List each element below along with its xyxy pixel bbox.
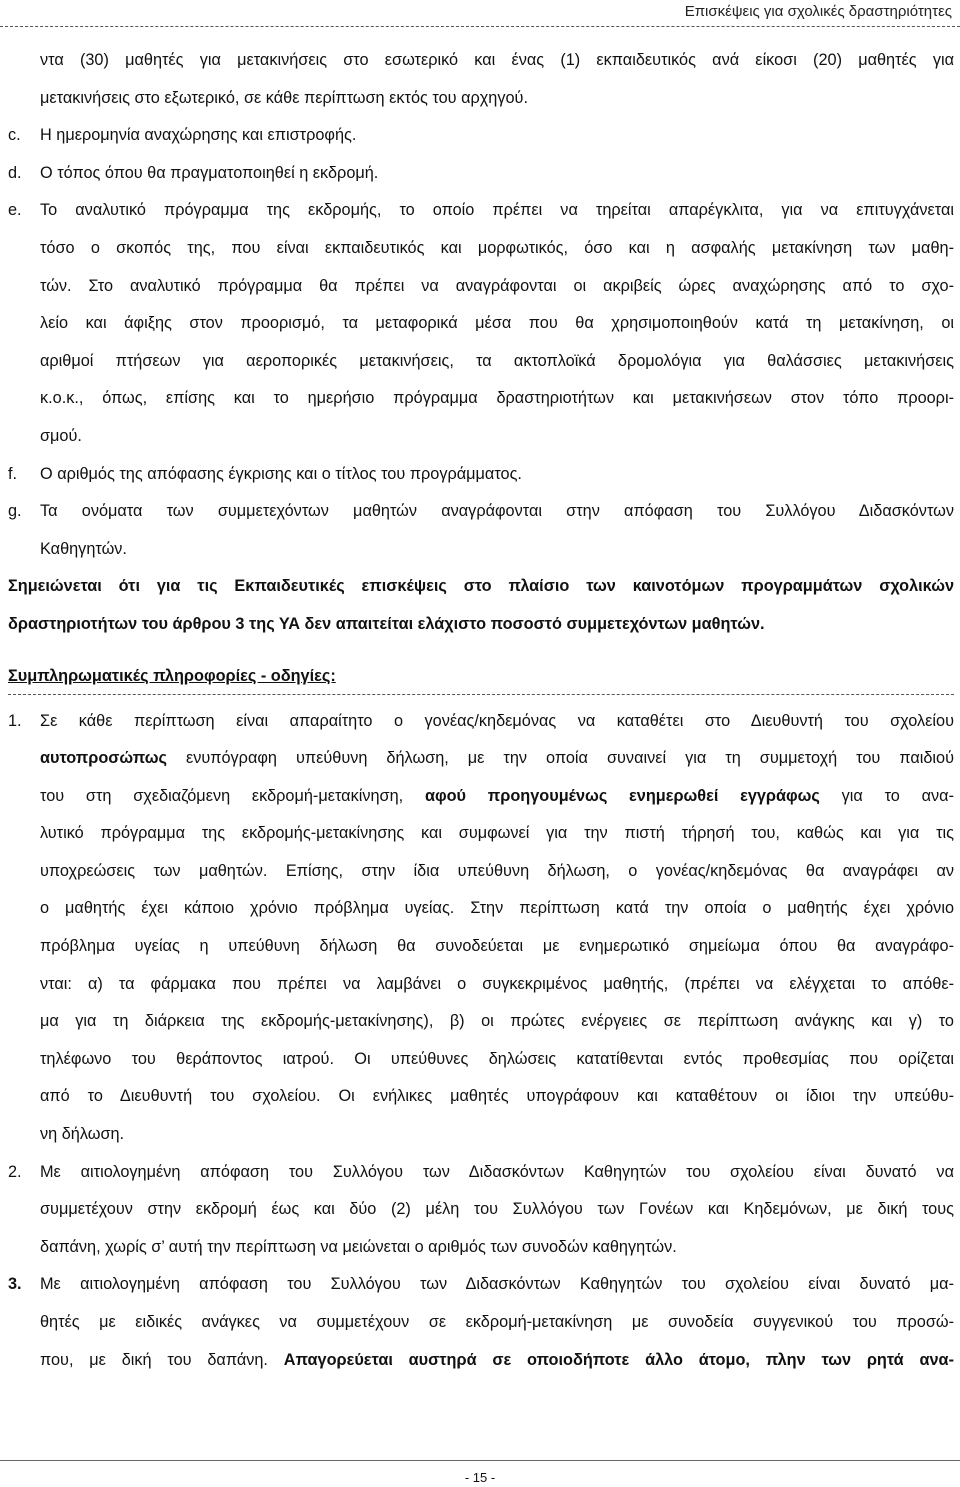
list-marker: 1. bbox=[8, 711, 22, 730]
section-heading: Συμπληρωματικές πληροφορίες - οδηγίες: bbox=[8, 666, 336, 685]
numbered-item-3 bbox=[8, 1266, 954, 1379]
paragraph-line: συμμετέχουν στην εκδρομή έως και δύο (2) μέλη του Συλλόγου των Γονέων και Κηδεμόνων, με δική τους bbox=[40, 1200, 954, 1219]
page-content bbox=[8, 42, 954, 1379]
paragraph-line: τηλέφωνο του θεράποντος ιατρού. Οι υπεύθυνες δηλώσεις κατατίθενται εντός προθεσμίας που ορίζεται bbox=[40, 1049, 954, 1068]
paragraph-line: αριθμοί πτήσεων για αεροπορικές μετακινήσεις, τα ακτοπλοϊκά δρομολόγια για θαλάσσιες μετακινήσεις bbox=[40, 351, 954, 370]
note-line: δραστηριοτήτων του άρθρου 3 της ΥΑ δεν απαιτείται ελάχιστο ποσοστό συμμετεχόντων μαθητών. bbox=[8, 614, 765, 633]
intro-line: μετακινήσεις στο εξωτερικό, σε κάθε περίπτωση εκτός του αρχηγού. bbox=[40, 88, 528, 107]
list-item-c bbox=[8, 117, 954, 155]
paragraph-line bbox=[40, 1342, 954, 1380]
page-header bbox=[0, 0, 960, 27]
intro-line: ντα (30) μαθητές για μετακινήσεις στο εσωτερικό και ένας (1) εκπαιδευτικός ανά είκοσι (20) μαθητές για bbox=[40, 51, 954, 69]
list-marker: 2. bbox=[8, 1162, 22, 1181]
paragraph-line: μα για τη διάρκεια της εκδρομής-μετακίνησης), β) οι πρώτες ενέργειες σε περίπτωση ανάγκης και γ) το bbox=[40, 1012, 954, 1031]
paragraph-line: λείο και άφιξης στον προορισμό, τα μεταφορικά μέσα που θα χρησιμοποιηθούν κατά τη μετακίνηση, οι bbox=[40, 314, 954, 333]
paragraph-line: πρόβλημα υγείας η υπεύθυνη δήλωση θα συνοδεύεται με ενημερωτικό σημείωμα όπου θα αναγράφο- bbox=[40, 937, 954, 956]
text-segment: που, με δική του δαπάνη. bbox=[40, 1350, 284, 1369]
paragraph-line: δαπάνη, χωρίς σ’ αυτή την περίπτωση να μειώνεται ο αριθμός των συνοδών καθηγητών. bbox=[40, 1237, 677, 1256]
text-segment: ενυπόγραφη υπεύθυνη δήλωση, με την οποία συναινεί για τη συμμετοχή του παιδιού bbox=[166, 749, 954, 768]
paragraph-line: Με αιτιολογημένη απόφαση του Συλλόγου των Διδασκόντων Καθηγητών του σχολείου είναι δυνατό μα- bbox=[40, 1275, 954, 1294]
paragraph-line: σμού. bbox=[40, 426, 82, 445]
list-item-e bbox=[8, 192, 954, 455]
paragraph-line: νται: α) τα φάρμακα που πρέπει να λαμβάνει ο συγκεκριμένος μαθητής, (πρέπει να ελέγχεται το απόθε- bbox=[40, 974, 954, 993]
paragraph-line: Σε κάθε περίπτωση είναι απαραίτητο ο γονέας/κηδεμόνας να καταθέτει στο Διευθυντή του σχολείου bbox=[40, 711, 954, 730]
paragraph-line bbox=[40, 740, 954, 778]
bold-text: αυτοπροσώπως bbox=[40, 749, 167, 768]
paragraph-line: λυτικό πρόγραμμα της εκδρομής-μετακίνησης και συμφωνεί για την πιστή τήρησή του, καθώς και για τις bbox=[40, 824, 954, 843]
list-item-d bbox=[8, 155, 954, 193]
numbered-item-1 bbox=[8, 703, 954, 1154]
list-marker: e. bbox=[8, 201, 22, 220]
list-item-body bbox=[40, 1154, 954, 1267]
paragraph-line: κ.ο.κ., όπως, επίσης και το ημερήσιο πρόγραμμα δραστηριοτήτων και μετακινήσεων στον τόπο προορι- bbox=[40, 389, 954, 408]
list-item-text: Ο τόπος όπου θα πραγματοποιηθεί η εκδρομή. bbox=[40, 163, 379, 182]
list-item-text: Η ημερομηνία αναχώρησης και επιστροφής. bbox=[40, 126, 357, 145]
list-item-body bbox=[40, 493, 954, 568]
paragraph-line: Καθηγητών. bbox=[40, 539, 127, 558]
bold-text: Απαγορεύεται αυστηρά σε οποιοδήποτε άλλο άτομο, πλην των ρητά ανα- bbox=[283, 1350, 954, 1369]
header-title: Επισκέψεις για σχολικές δραστηριότητες bbox=[684, 3, 952, 20]
paragraph-line: από το Διευθυντή του σχολείου. Οι ενήλικες μαθητές υπογράφουν και καταθέτουν οι ίδιοι την υπεύθυ- bbox=[40, 1087, 954, 1106]
paragraph-line: νη δήλωση. bbox=[40, 1125, 125, 1144]
list-marker: g. bbox=[8, 502, 22, 521]
list-marker: f. bbox=[8, 464, 18, 483]
note-line: Σημειώνεται ότι για τις Εκπαιδευτικές επισκέψεις στο πλαίσιο των καινοτόμων προγραμμάτων σχολικών bbox=[8, 577, 954, 596]
paragraph-line: θητές με ειδικές ανάγκες να συμμετέχουν σε εκδρομή-μετακίνηση με συνοδεία συγγενικού του προσώ- bbox=[40, 1313, 954, 1331]
list-marker: d. bbox=[8, 163, 22, 182]
list-marker: c. bbox=[8, 126, 21, 145]
paragraph-line: ο μαθητής έχει κάποιο χρόνιο πρόβλημα υγείας. Στην περίπτωση κατά την οποία ο μαθητής έχει χρόνιο bbox=[40, 899, 954, 918]
list-marker: 3. bbox=[8, 1275, 22, 1294]
paragraph-line: τόσο ο σκοπός της, που είναι εκπαιδευτικός και μορφωτικός, όσο και η ασφαλής μετακίνηση των μαθη- bbox=[40, 238, 954, 257]
list-item-body bbox=[40, 703, 954, 1154]
list-item-body bbox=[40, 192, 954, 455]
list-item-g bbox=[8, 493, 954, 568]
section-heading-row bbox=[8, 658, 954, 695]
footer-divider bbox=[0, 1460, 960, 1461]
bold-text: αφού προηγουμένως ενημερωθεί εγγράφως bbox=[424, 786, 820, 805]
page-number: - 15 - bbox=[464, 1470, 496, 1485]
list-item-text: Ο αριθμός της απόφασης έγκρισης και ο τίτλος του προγράμματος. bbox=[40, 464, 522, 483]
paragraph-line: Με αιτιολογημένη απόφαση του Συλλόγου των Διδασκόντων Καθηγητών του σχολείου είναι δυνατό να bbox=[40, 1162, 954, 1181]
paragraph-line: υποχρεώσεις των μαθητών. Επίσης, στην ίδια υπεύθυνη δήλωση, ο γονέας/κηδεμόνας θα αναγράφει αν bbox=[40, 861, 954, 880]
spacer bbox=[8, 695, 954, 703]
paragraph-line bbox=[40, 778, 954, 816]
paragraph-line: τών. Στο αναλυτικό πρόγραμμα θα πρέπει να αναγράφονται οι ακριβείς ώρες αναχώρησης από το σχο- bbox=[40, 276, 954, 295]
text-segment: του στη σχεδιαζόμενη εκδρομή-μετακίνηση, bbox=[40, 786, 425, 805]
paragraph-line: Το αναλυτικό πρόγραμμα της εκδρομής, το οποίο πρέπει να τηρείται απαρέγκλιτα, για να επιτυγχάνεται bbox=[40, 201, 954, 220]
list-item-f bbox=[8, 456, 954, 494]
paragraph-line: Τα ονόματα των συμμετεχόντων μαθητών αναγράφονται στην απόφαση του Συλλόγου Διδασκόντων bbox=[40, 502, 954, 521]
text-segment: για το ανα- bbox=[819, 786, 954, 805]
list-item-body bbox=[40, 1266, 954, 1379]
numbered-item-2 bbox=[8, 1154, 954, 1267]
